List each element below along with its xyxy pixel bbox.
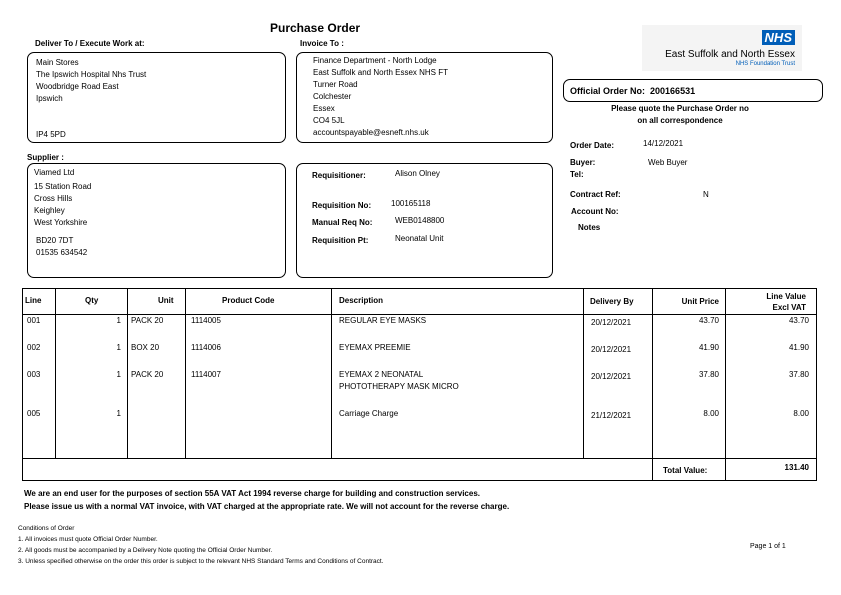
row-value: 37.80 bbox=[788, 370, 809, 379]
invoice-line: Finance Department - North Lodge bbox=[313, 56, 437, 65]
deliver-line: The Ipswich Hospital Nhs Trust bbox=[36, 70, 147, 79]
row-value: 41.90 bbox=[788, 343, 809, 352]
invoice-line: Turner Road bbox=[313, 80, 358, 89]
nhs-logo-badge: NHS bbox=[762, 30, 795, 45]
order-date: 14/12/2021 bbox=[643, 139, 684, 148]
row-price: 37.80 bbox=[698, 370, 719, 379]
manual-req-label: Manual Req No: bbox=[312, 218, 373, 227]
row-desc: Carriage Charge bbox=[339, 409, 399, 418]
row-desc: REGULAR EYE MASKS bbox=[339, 316, 427, 325]
invoice-line: Essex bbox=[313, 104, 335, 113]
invoice-email: accountspayable@esneft.nhs.uk bbox=[313, 128, 429, 137]
header-line: Line bbox=[25, 296, 42, 305]
order-no-label: Official Order No: bbox=[570, 86, 646, 96]
total-value: 131.40 bbox=[784, 463, 809, 472]
deliver-address-box bbox=[27, 52, 286, 143]
supplier-line: West Yorkshire bbox=[34, 218, 88, 227]
column-divider bbox=[55, 288, 56, 458]
row-qty: 1 bbox=[116, 343, 121, 352]
vat-notice-2: Please issue us with a normal VAT invoice, with VAT charged at the appropriate rate. We will not account for the reverse charge. bbox=[24, 502, 510, 511]
requisition-no-label: Requisition No: bbox=[312, 201, 372, 210]
requisition-box bbox=[296, 163, 553, 278]
row-code: 1114007 bbox=[191, 370, 221, 379]
header-unit-price: Unit Price bbox=[681, 297, 719, 306]
row-value: 43.70 bbox=[788, 316, 809, 325]
page-number: Page 1 of 1 bbox=[750, 543, 786, 550]
row-code: 1114006 bbox=[191, 343, 221, 352]
buyer-label: Buyer: bbox=[570, 158, 596, 167]
contract-ref: N bbox=[703, 190, 709, 199]
supplier-label: Supplier : bbox=[27, 153, 64, 162]
supplier-line: Viamed Ltd bbox=[34, 168, 75, 177]
column-divider bbox=[331, 288, 332, 458]
column-divider bbox=[725, 288, 726, 480]
header-excl-vat: Excl VAT bbox=[772, 303, 806, 312]
deliver-postcode: IP4 5PD bbox=[36, 130, 66, 139]
invoice-line: CO4 5JL bbox=[313, 116, 345, 125]
account-no-label: Account No: bbox=[571, 207, 619, 216]
row-desc2: PHOTOTHERAPY MASK MICRO bbox=[339, 382, 459, 391]
row-value: 8.00 bbox=[793, 409, 809, 418]
row-delivery: 20/12/2021 bbox=[591, 372, 632, 381]
requisition-no: 100165118 bbox=[391, 199, 431, 208]
requisitioner: Alison Olney bbox=[395, 169, 440, 178]
invoice-line: Colchester bbox=[313, 92, 352, 101]
tel-label: Tel: bbox=[570, 170, 584, 179]
row-desc: EYEMAX PREEMIE bbox=[339, 343, 411, 352]
condition-item: 1. All invoices must quote Official Order Number. bbox=[18, 536, 158, 543]
order-no: 200166531 bbox=[650, 86, 696, 96]
order-date-label: Order Date: bbox=[570, 141, 615, 150]
header-delivery-by: Delivery By bbox=[590, 297, 634, 306]
row-price: 8.00 bbox=[703, 409, 719, 418]
row-line: 001 bbox=[27, 316, 41, 325]
nhs-org-name: East Suffolk and North Essex bbox=[665, 49, 795, 60]
deliver-label: Deliver To / Execute Work at: bbox=[35, 39, 145, 48]
conditions-title: Conditions of Order bbox=[18, 525, 75, 532]
requisitioner-label: Requisitioner: bbox=[312, 171, 366, 180]
row-delivery: 21/12/2021 bbox=[591, 411, 632, 420]
column-divider bbox=[185, 288, 186, 458]
column-divider bbox=[583, 288, 584, 458]
row-line: 003 bbox=[27, 370, 41, 379]
nhs-logo bbox=[642, 25, 802, 71]
deliver-line: Ipswich bbox=[36, 94, 63, 103]
supplier-line: Keighley bbox=[34, 206, 65, 215]
vat-notice-1: We are an end user for the purposes of section 55A VAT Act 1994 reverse charge for building and construction services. bbox=[24, 489, 480, 498]
notes-label: Notes bbox=[578, 223, 601, 232]
row-line: 005 bbox=[27, 409, 41, 418]
header-qty: Qty bbox=[85, 296, 99, 305]
page-title: Purchase Order bbox=[270, 21, 361, 35]
total-label: Total Value: bbox=[663, 466, 708, 475]
column-divider bbox=[652, 288, 653, 480]
row-unit: BOX 20 bbox=[131, 343, 160, 352]
invoice-line: East Suffolk and North Essex NHS FT bbox=[313, 68, 449, 77]
buyer: Web Buyer bbox=[648, 158, 688, 167]
header-unit: Unit bbox=[158, 296, 174, 305]
table-header-divider bbox=[22, 314, 817, 315]
deliver-line: Woodbridge Road East bbox=[36, 82, 119, 91]
requisition-point: Neonatal Unit bbox=[395, 234, 444, 243]
header-description: Description bbox=[339, 296, 384, 305]
manual-req-no: WEB0148800 bbox=[395, 216, 445, 225]
row-code: 1114005 bbox=[191, 316, 221, 325]
row-line: 002 bbox=[27, 343, 41, 352]
row-unit: PACK 20 bbox=[131, 370, 164, 379]
requisition-point-label: Requisition Pt: bbox=[312, 236, 369, 245]
row-desc: EYEMAX 2 NEONATAL bbox=[339, 370, 424, 379]
table-total-divider bbox=[22, 458, 817, 459]
nhs-trust-name: NHS Foundation Trust bbox=[735, 61, 795, 67]
quote-note-1: Please quote the Purchase Order no bbox=[611, 104, 749, 113]
row-qty: 1 bbox=[116, 370, 121, 379]
condition-item: 3. Unless specified otherwise on the order this order is subject to the relevant NHS Standard Terms and Conditions of Contract. bbox=[18, 558, 384, 565]
quote-note-2: on all correspondence bbox=[637, 116, 723, 125]
supplier-box bbox=[27, 163, 286, 278]
header-product-code: Product Code bbox=[222, 296, 275, 305]
official-order-box bbox=[563, 79, 823, 102]
row-qty: 1 bbox=[116, 316, 121, 325]
row-delivery: 20/12/2021 bbox=[591, 318, 632, 327]
row-unit: PACK 20 bbox=[131, 316, 164, 325]
row-delivery: 20/12/2021 bbox=[591, 345, 632, 354]
contract-ref-label: Contract Ref: bbox=[570, 190, 621, 199]
invoice-address-box bbox=[296, 52, 553, 143]
column-divider bbox=[127, 288, 128, 458]
invoice-label: Invoice To : bbox=[300, 39, 344, 48]
row-qty: 1 bbox=[116, 409, 121, 418]
row-price: 41.90 bbox=[698, 343, 719, 352]
row-price: 43.70 bbox=[698, 316, 719, 325]
supplier-postcode: BD20 7DT bbox=[36, 236, 74, 245]
supplier-phone: 01535 634542 bbox=[36, 248, 88, 257]
header-line-value: Line Value bbox=[766, 292, 806, 301]
supplier-line: 15 Station Road bbox=[34, 182, 92, 191]
condition-item: 2. All goods must be accompanied by a Delivery Note quoting the Official Order Number. bbox=[18, 547, 273, 554]
supplier-line: Cross Hills bbox=[34, 194, 73, 203]
deliver-line: Main Stores bbox=[36, 58, 79, 67]
